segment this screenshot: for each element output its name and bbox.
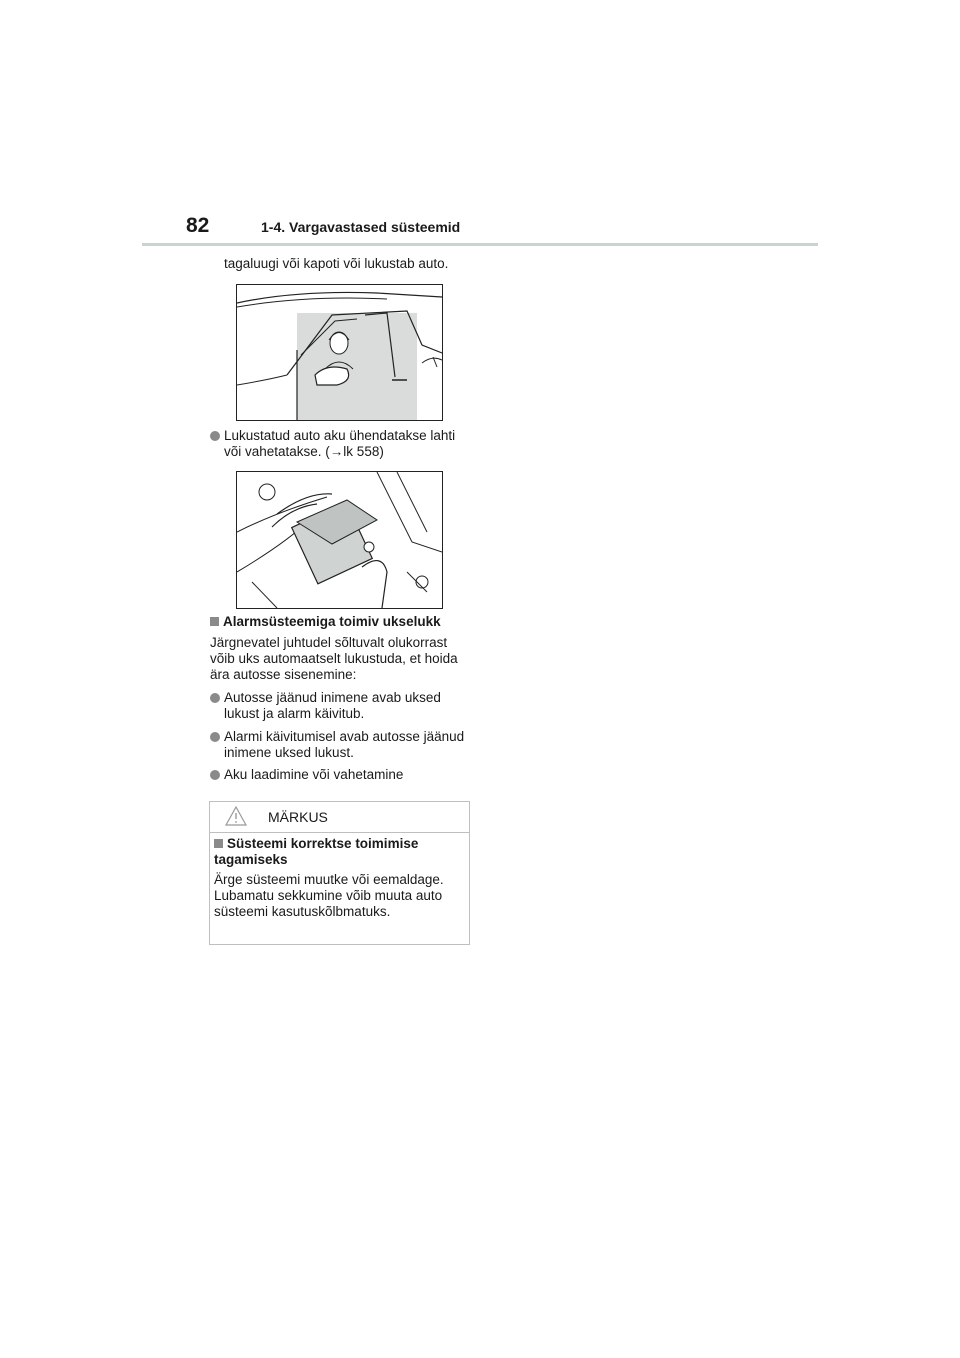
bullet-icon bbox=[210, 431, 220, 441]
header-divider bbox=[142, 243, 818, 246]
warning-triangle-icon bbox=[225, 806, 247, 831]
bullet-item-alarm-unlock bbox=[210, 729, 474, 761]
bullet-text: Alarmi käivitumisel avab autosse jäänud inimene uksed lukust. bbox=[224, 729, 465, 760]
square-bullet-icon bbox=[210, 617, 219, 626]
bullet-icon bbox=[210, 770, 220, 780]
heading-text: Alarmsüsteemiga toimiv ukselukk bbox=[223, 614, 441, 629]
section-title: 1-4. Vargavastased süsteemid bbox=[261, 219, 461, 235]
paragraph: Järgnevatel juhtudel sõltuvalt olukorrast võib uks automaatselt lukustuda, et hoida ära autosse sisenemine: bbox=[210, 635, 458, 682]
notice-header bbox=[210, 802, 469, 833]
notice-subheading bbox=[214, 836, 464, 868]
bullet-icon bbox=[210, 732, 220, 742]
car-door-illustration bbox=[236, 284, 443, 421]
notice-body: Ärge süsteemi muutke või eemaldage. Lubamatu sekkumine võib muuta auto süsteemi kasutuskõlbmatuks. bbox=[214, 872, 444, 919]
notice-title: MÄRKUS bbox=[268, 809, 328, 825]
page-number: 82 bbox=[186, 214, 210, 237]
bullet-icon bbox=[210, 693, 220, 703]
bullet-text: Autosse jäänud inimene avab uksed lukust ja alarm käivitub. bbox=[224, 690, 441, 721]
battery-illustration bbox=[236, 471, 443, 609]
bullet-item-battery-disconnect bbox=[210, 428, 464, 460]
continued-text: tagaluugi või kapoti või lukustab auto. bbox=[224, 256, 449, 271]
notice-subheading-text: Süsteemi korrektse toimimise tagamiseks bbox=[214, 836, 419, 867]
bullet-text: Aku laadimine või vahetamine bbox=[224, 767, 404, 782]
square-bullet-icon bbox=[214, 839, 223, 848]
bullet-text: Lukustatud auto aku ühendatakse lahti või vahetatakse. (→lk 558) bbox=[224, 428, 456, 459]
section-heading bbox=[210, 614, 441, 629]
bullet-item-battery-charge bbox=[210, 767, 474, 783]
bullet-item-door-unlock bbox=[210, 690, 474, 722]
notice-box bbox=[209, 801, 470, 945]
